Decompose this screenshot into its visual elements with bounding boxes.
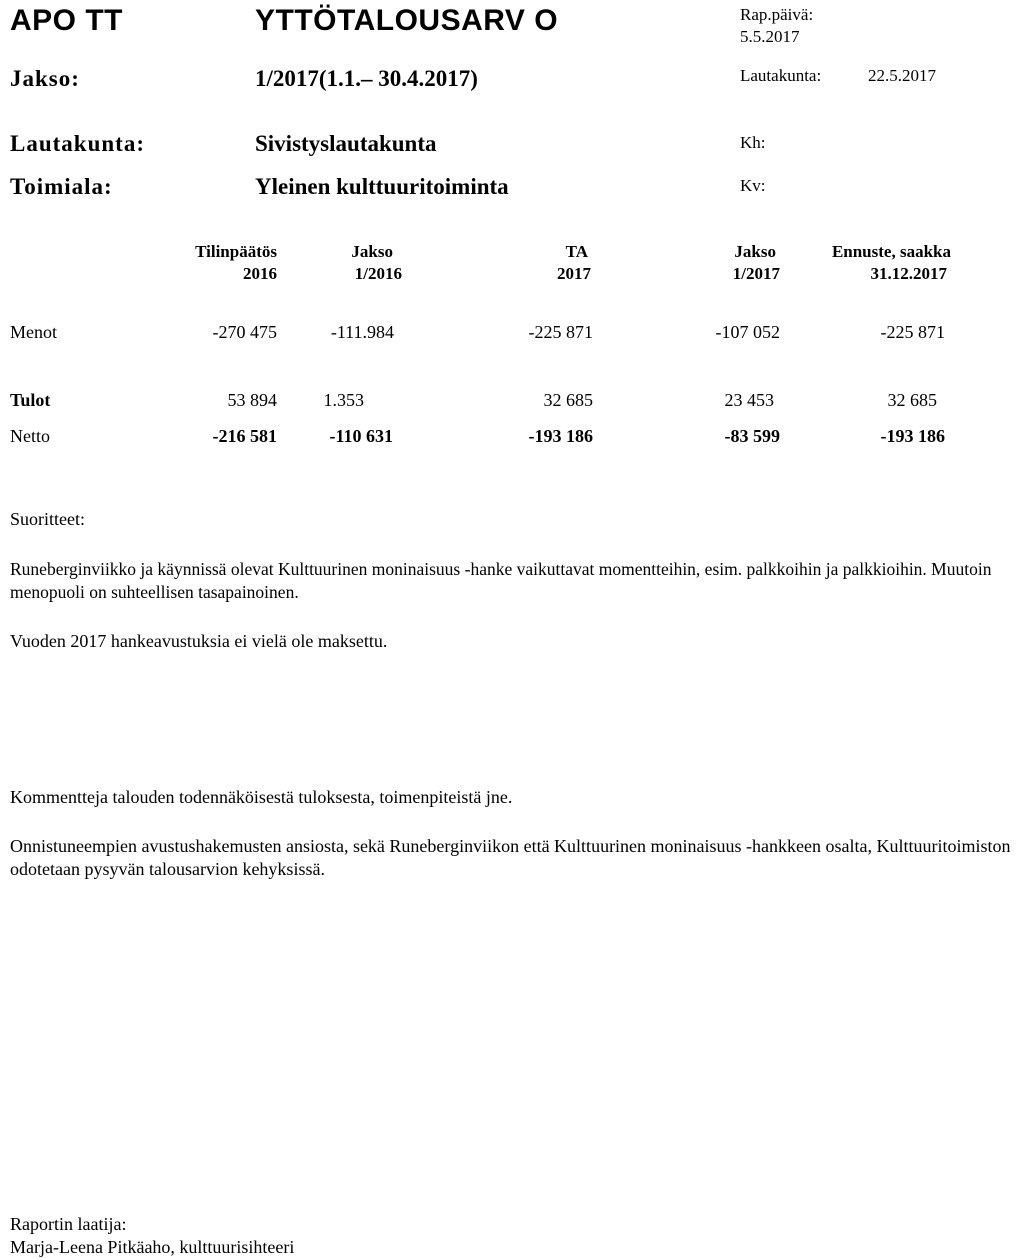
row-label-netto: Netto — [10, 426, 50, 446]
lautakunta-date-label: Lautakunta: — [740, 66, 822, 85]
suoritteet-paragraph: Runeberginviikko ja käynnissä olevat Kulttuurinen moninaisuus -hanke vaikuttavat momentteihin, esim. palkkoihin ja palkkioihin. Muutoin menopuoli on suhteellisen tasapainoinen. — [10, 559, 992, 602]
kh-label: Kh: — [740, 133, 766, 152]
report-title-left: APO TT — [10, 4, 123, 37]
table-cell: 1.353 — [323, 390, 364, 410]
table-cell: -111.984 — [330, 322, 394, 342]
toimiala-label: Toimiala: — [10, 174, 113, 199]
table-cell: 23 453 — [724, 390, 774, 410]
column-header-jakso-2017: Jakso 1/2017 — [732, 242, 780, 283]
table-cell: 32 685 — [543, 390, 593, 410]
suoritteet-label: Suoritteet: — [10, 509, 85, 529]
author-name: Marja-Leena Pitkäaho, kulttuurisihteeri — [10, 1237, 295, 1257]
table-cell: -216 581 — [212, 426, 277, 446]
row-label-menot: Menot — [10, 322, 57, 342]
lautakunta-label: Lautakunta: — [10, 131, 145, 156]
column-header-ennuste: Ennuste, saakka 31.12.2017 — [831, 242, 951, 283]
comments-paragraph: Onnistuneempien avustushakemusten ansiosta, sekä Runeberginviikon että Kulttuurinen moninaisuus -hankkeen osalta, Kulttuuritoimiston odotetaan pysyvän talousarvion kehyksissä. — [10, 836, 1011, 879]
table-cell: 53 894 — [227, 390, 277, 410]
table-cell: -225 871 — [528, 322, 593, 342]
lautakunta-value: Sivistyslautakunta — [255, 131, 437, 156]
kv-label: Kv: — [740, 176, 766, 195]
hankeavustus-paragraph: Vuoden 2017 hankeavustuksia ei vielä ole maksettu. — [10, 631, 388, 651]
rap-paiva-label: Rap.päivä: — [740, 5, 814, 24]
lautakunta-date-value: 22.5.2017 — [868, 66, 936, 85]
column-header-tilinpaatos-2016: Tilinpäätös 2016 — [195, 242, 277, 283]
column-header-ta-2017: TA 2017 — [557, 242, 591, 283]
table-cell: -193 186 — [528, 426, 593, 446]
table-cell: -107 052 — [715, 322, 780, 342]
table-cell: 32 685 — [887, 390, 937, 410]
author-label: Raportin laatija: — [10, 1214, 127, 1234]
comments-label: Kommentteja talouden todennäköisestä tuloksesta, toimenpiteistä jne. — [10, 787, 513, 807]
column-header-jakso-2016: Jakso 1/2016 — [351, 242, 402, 283]
table-cell: -110 631 — [329, 426, 393, 446]
table-cell: -83 599 — [724, 426, 780, 446]
report-title-right: YTTÖTALOUSARV O — [255, 4, 559, 37]
jakso-label: Jakso: — [10, 66, 80, 91]
toimiala-value: Yleinen kulttuuritoiminta — [255, 174, 509, 199]
table-cell: -270 475 — [212, 322, 277, 342]
rap-paiva-value: 5.5.2017 — [740, 27, 800, 46]
table-cell: -225 871 — [880, 322, 945, 342]
jakso-value: 1/2017(1.1.– 30.4.2017) — [255, 66, 478, 91]
row-label-tulot: Tulot — [10, 390, 51, 410]
table-cell: -193 186 — [880, 426, 945, 446]
